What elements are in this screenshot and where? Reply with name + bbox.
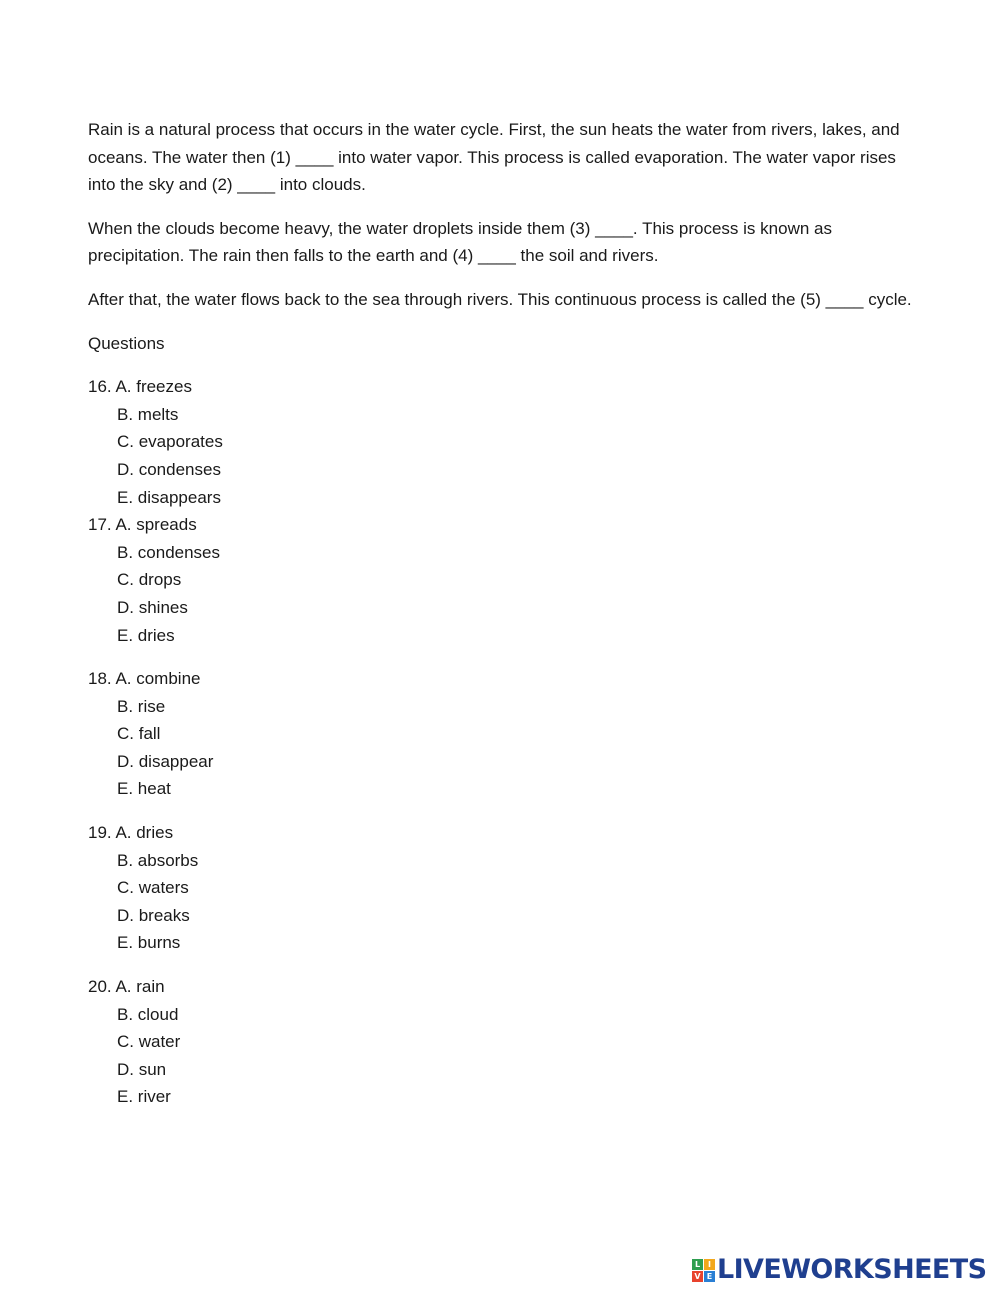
question-number: 20. [88,977,112,997]
option-label: A. rain [115,977,165,997]
liveworksheets-logo [692,1254,986,1286]
question-18-option-d[interactable]: D. disappear [117,751,214,771]
questions-heading: Questions [88,333,165,353]
question-number: 19. [88,823,112,843]
question-19-option-d[interactable]: D. breaks [117,905,190,925]
question-16-option-a[interactable] [88,373,918,401]
question-18-option-b[interactable]: B. rise [117,696,166,716]
question-17-option-e[interactable]: E. dries [117,625,175,645]
question-19-option-e[interactable]: E. burns [117,933,181,953]
question-19-option-c[interactable]: C. waters [117,878,189,898]
logo-mark-cell: L [692,1259,703,1270]
question-19-option-b[interactable]: B. absorbs [117,850,199,870]
question-number: 16. [88,377,112,397]
logo-mark-cell: V [692,1271,703,1282]
worksheet-content [88,116,918,1111]
question-20-option-a[interactable] [88,973,918,1001]
question-20-option-b[interactable]: B. cloud [117,1004,179,1024]
question-16-option-e[interactable]: E. disappears [117,487,221,507]
question-number: 17. [88,515,112,535]
question-16-option-b[interactable]: B. melts [117,404,179,424]
question-20-option-c[interactable]: C. water [117,1032,181,1052]
question-17-option-c[interactable]: C. drops [117,570,182,590]
option-label: A. combine [115,669,201,689]
question-17-option-a[interactable] [88,511,918,539]
passage-paragraph-2: When the clouds become heavy, the water droplets inside them (3) ____. This process is known as precipitation. The rain then falls to the earth and (4) ____ the soil and rivers. [88,218,832,266]
option-label: A. spreads [115,515,197,535]
question-20-option-d[interactable]: D. sun [117,1059,167,1079]
question-18-option-a[interactable] [88,665,918,693]
option-label: A. freezes [115,377,192,397]
question-16-option-d[interactable]: D. condenses [117,459,221,479]
question-19 [88,819,918,957]
question-20 [88,973,918,1111]
passage-paragraph-1: Rain is a natural process that occurs in the water cycle. First, the sun heats the water from rivers, lakes, and oceans. The water then (1) ____ into water vapor. This process is called evaporation. The water vapor rises into the sky and (2) ____ into clouds. [88,120,900,195]
question-18 [88,665,918,803]
question-17 [88,511,918,649]
question-19-option-a[interactable] [88,819,918,847]
logo-mark-cell: I [704,1259,715,1270]
passage-paragraph-3: After that, the water flows back to the sea through rivers. This continuous process is called the (5) ____ cycle. [88,289,912,309]
question-16 [88,373,918,511]
question-17-option-d[interactable]: D. shines [117,597,188,617]
question-number: 18. [88,669,112,689]
question-20-option-e[interactable]: E. river [117,1087,171,1107]
question-18-option-c[interactable]: C. fall [117,724,161,744]
question-16-option-c[interactable]: C. evaporates [117,432,223,452]
question-18-option-e[interactable]: E. heat [117,779,171,799]
logo-mark-cell: E [704,1271,715,1282]
logo-text: LIVEWORKSHEETS [717,1254,987,1285]
logo-mark-icon [692,1259,715,1282]
question-17-option-b[interactable]: B. condenses [117,542,221,562]
option-label: A. dries [115,823,174,843]
